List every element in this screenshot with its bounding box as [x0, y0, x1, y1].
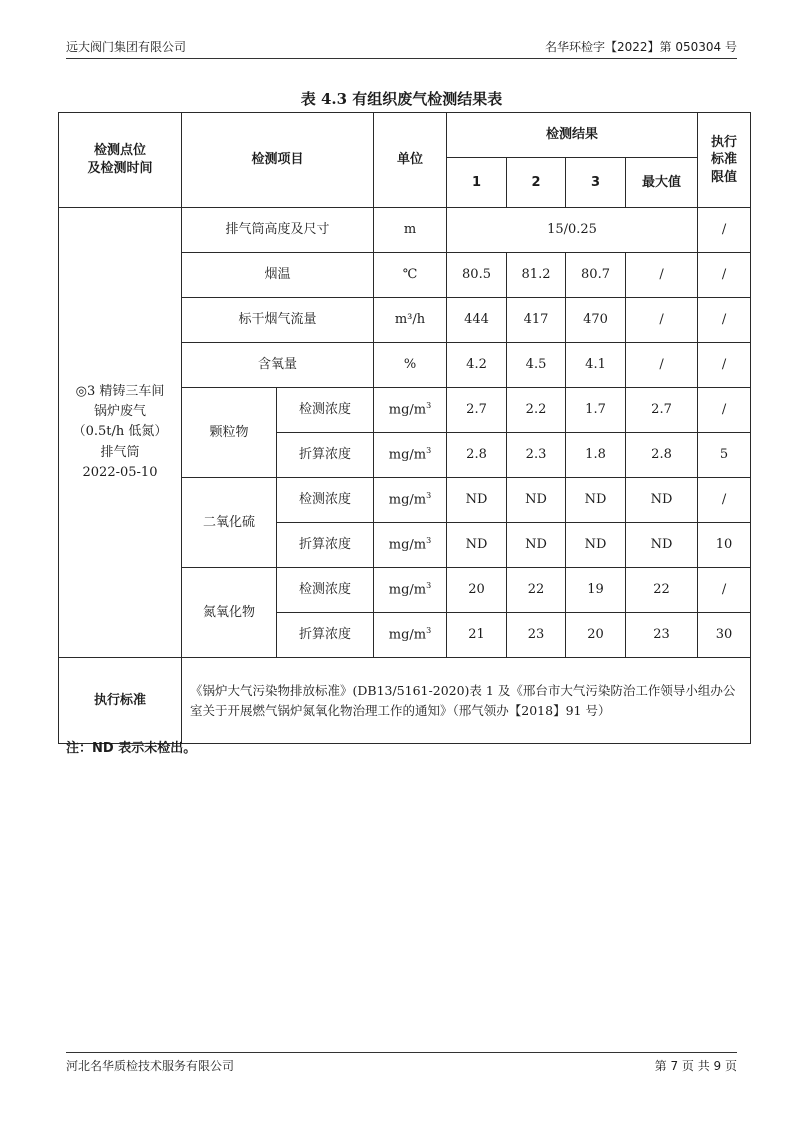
standard-label: 执行标准 — [59, 658, 182, 744]
location-cell: ◎3 精铸三车间 锅炉废气 （0.5t/h 低氮） 排气筒 2022-05-10 — [59, 208, 182, 658]
header-limit: 执行 标准 限值 — [698, 113, 751, 208]
max-cell: / — [626, 253, 698, 298]
header-results: 检测结果 — [447, 113, 698, 158]
table-title: 表 4.3 有组织废气检测结果表 — [300, 90, 503, 108]
header-item: 检测项目 — [182, 113, 374, 208]
value-cell: 20 — [566, 613, 626, 658]
max-cell: ND — [626, 523, 698, 568]
standard-text: 《锅炉大气污染物排放标准》(DB13/5161-2020)表 1 及《邢台市大气污染防治工作领导小组办公室关于开展燃气锅炉氮氧化物治理工作的通知》（邢气领办【2018】91 号） — [182, 658, 751, 744]
value-cell: 2.8 — [447, 433, 507, 478]
max-cell: 2.8 — [626, 433, 698, 478]
sub-item-cell: 检测浓度 — [277, 568, 374, 613]
results-table — [58, 112, 751, 744]
header-row-1 — [59, 113, 751, 158]
limit-cell: / — [698, 478, 751, 523]
limit-cell: / — [698, 208, 751, 253]
value-cell: 4.1 — [566, 343, 626, 388]
item-cell: 排气筒高度及尺寸 — [182, 208, 374, 253]
merged-value-cell: 15/0.25 — [447, 208, 698, 253]
value-cell: 1.8 — [566, 433, 626, 478]
pollutant-name: 氮氧化物 — [182, 568, 277, 658]
limit-cell: 30 — [698, 613, 751, 658]
sub-item-cell: 检测浓度 — [277, 478, 374, 523]
sub-item-cell: 检测浓度 — [277, 388, 374, 433]
value-cell: ND — [447, 478, 507, 523]
sub-item-cell: 折算浓度 — [277, 613, 374, 658]
value-cell: 4.2 — [447, 343, 507, 388]
max-cell: / — [626, 343, 698, 388]
footer-page-number: 第 7 页 共 9 页 — [654, 1059, 737, 1073]
limit-cell: / — [698, 568, 751, 613]
value-cell: 470 — [566, 298, 626, 343]
value-cell: 20 — [447, 568, 507, 613]
standard-row — [59, 658, 751, 744]
max-cell: 23 — [626, 613, 698, 658]
max-cell: / — [626, 298, 698, 343]
value-cell: 19 — [566, 568, 626, 613]
unit-cell: $mg/m^3$ — [374, 613, 447, 658]
value-cell: 444 — [447, 298, 507, 343]
header-unit: 单位 — [374, 113, 447, 208]
value-cell: 4.5 — [507, 343, 566, 388]
limit-cell: 10 — [698, 523, 751, 568]
header-report-number: 名华环检字【2022】第 050304 号 — [545, 40, 737, 54]
value-cell: 23 — [507, 613, 566, 658]
limit-cell: / — [698, 343, 751, 388]
item-cell: 含氧量 — [182, 343, 374, 388]
header-col-2: 2 — [507, 158, 566, 208]
value-cell: 21 — [447, 613, 507, 658]
sub-item-cell: 折算浓度 — [277, 433, 374, 478]
header-col-3: 3 — [566, 158, 626, 208]
unit-cell: m³/h — [374, 298, 447, 343]
value-cell: 2.3 — [507, 433, 566, 478]
limit-cell: / — [698, 388, 751, 433]
value-cell: 80.7 — [566, 253, 626, 298]
value-cell: 2.2 — [507, 388, 566, 433]
item-cell: 烟温 — [182, 253, 374, 298]
item-cell: 标干烟气流量 — [182, 298, 374, 343]
max-cell: 2.7 — [626, 388, 698, 433]
limit-cell: / — [698, 253, 751, 298]
unit-cell: m — [374, 208, 447, 253]
header-max: 最大值 — [626, 158, 698, 208]
unit-cell: $mg/m^3$ — [374, 478, 447, 523]
value-cell: 2.7 — [447, 388, 507, 433]
header-col-1: 1 — [447, 158, 507, 208]
sub-item-cell: 折算浓度 — [277, 523, 374, 568]
unit-cell: $mg/m^3$ — [374, 523, 447, 568]
value-cell: ND — [566, 523, 626, 568]
max-cell: ND — [626, 478, 698, 523]
pollutant-name: 颗粒物 — [182, 388, 277, 478]
header-location: 检测点位 及检测时间 — [59, 113, 182, 208]
header-company: 远大阀门集团有限公司 — [66, 40, 187, 54]
value-cell: 80.5 — [447, 253, 507, 298]
limit-cell: 5 — [698, 433, 751, 478]
unit-cell: % — [374, 343, 447, 388]
unit-cell: $mg/m^3$ — [374, 388, 447, 433]
value-cell: ND — [507, 523, 566, 568]
page-header — [66, 36, 737, 59]
value-cell: ND — [507, 478, 566, 523]
value-cell: ND — [447, 523, 507, 568]
unit-cell: $mg/m^3$ — [374, 568, 447, 613]
value-cell: 22 — [507, 568, 566, 613]
value-cell: ND — [566, 478, 626, 523]
footer-company: 河北名华质检技术服务有限公司 — [66, 1059, 235, 1073]
limit-cell: / — [698, 298, 751, 343]
value-cell: 81.2 — [507, 253, 566, 298]
unit-cell: $mg/m^3$ — [374, 433, 447, 478]
max-cell: 22 — [626, 568, 698, 613]
table-row — [59, 208, 751, 253]
page-footer — [66, 1052, 737, 1075]
table-note: 注：ND 表示未检出。 — [66, 741, 197, 756]
pollutant-name: 二氧化硫 — [182, 478, 277, 568]
unit-cell: ℃ — [374, 253, 447, 298]
value-cell: 1.7 — [566, 388, 626, 433]
value-cell: 417 — [507, 298, 566, 343]
